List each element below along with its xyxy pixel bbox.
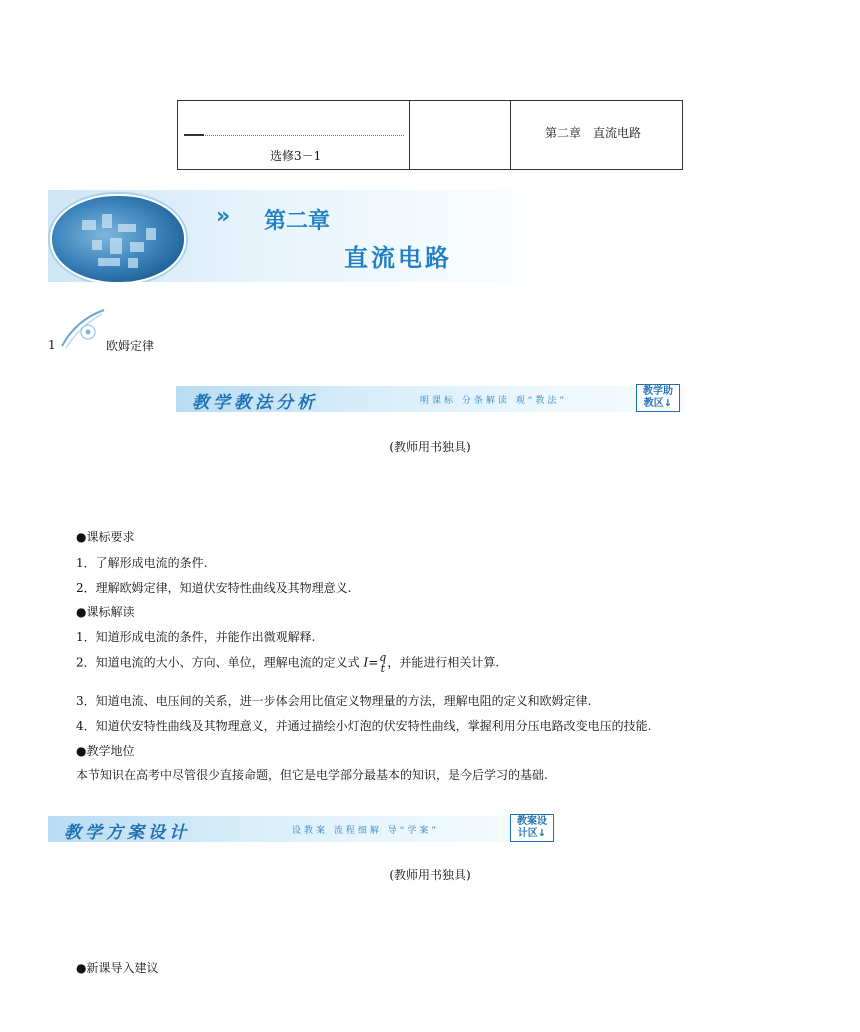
teaching-aid-line2: 教区↓	[643, 398, 673, 409]
header-rule-mark	[184, 134, 204, 136]
section-title: 欧姆定律	[106, 339, 155, 353]
teaching-aid-line1: 教学助	[643, 386, 673, 397]
header-rule	[184, 135, 404, 136]
double-chevron-icon: »	[216, 204, 225, 229]
teaching-analysis-title: 教学教法分析	[192, 393, 318, 413]
circuit-board-image	[50, 194, 186, 282]
interpretation-3: 3．知道电流、电压间的关系，进一步体会用比值定义物理量的方法，理解电阻的定义和欧姆定律.	[76, 694, 592, 708]
lesson-plan-subtitle: 设教案 流程细解 导“学案”	[292, 826, 440, 836]
header-right-label: 第二章 直流电路	[545, 126, 642, 140]
equals-sign: =	[368, 655, 379, 670]
section-swoosh-icon	[58, 308, 108, 350]
interpretation-2-text: 2．知道电流的大小、方向、单位，理解电流的定义式	[76, 655, 364, 670]
header-middle-cell	[410, 101, 511, 169]
teaching-analysis-bar	[176, 386, 684, 412]
lesson-plan-line2: 计区↓	[517, 828, 547, 839]
heading-curriculum-interpretation: ●课标解读	[76, 605, 135, 619]
section-number: 1	[48, 338, 56, 352]
lesson-plan-title: 教学方案设计	[64, 823, 190, 843]
requirement-2: 2．理解欧姆定律，知道伏安特性曲线及其物理意义.	[76, 581, 352, 595]
header-left-label: 选修3－1	[270, 149, 322, 163]
fraction-denominator: t	[380, 662, 385, 675]
interpretation-2-suffix: ，并能进行相关计算.	[387, 655, 500, 670]
interpretation-1: 1．知道形成电流的条件，并能作出微观解释.	[76, 630, 316, 644]
teaching-aid-button[interactable]	[636, 384, 680, 412]
teacher-only-note-2: (教师用书独具)	[389, 868, 471, 882]
current-symbol: I	[363, 655, 369, 670]
charge-over-time-fraction	[379, 652, 386, 674]
header-table	[177, 100, 683, 170]
heading-teaching-position: ●教学地位	[76, 744, 135, 758]
lesson-plan-button[interactable]	[510, 814, 554, 842]
lesson-plan-bar	[48, 816, 556, 842]
heading-new-lesson-intro: ●新课导入建议	[76, 961, 159, 975]
header-left-cell	[178, 101, 410, 169]
fraction-numerator: q	[379, 651, 387, 664]
chapter-number: 第二章	[264, 209, 331, 234]
lesson-plan-line1: 教案设	[517, 816, 547, 827]
teaching-analysis-subtitle: 明课标 分条解读 观“教法”	[420, 396, 568, 406]
chapter-banner	[48, 190, 560, 282]
interpretation-2	[76, 652, 499, 674]
teaching-position-text: 本节知识在高考中尽管很少直接命题，但它是电学部分最基本的知识，是今后学习的基础.	[76, 768, 548, 782]
heading-curriculum-requirements: ●课标要求	[76, 530, 135, 544]
requirement-1: 1．了解形成电流的条件.	[76, 556, 208, 570]
interpretation-4: 4．知道伏安特性曲线及其物理意义，并通过描绘小灯泡的伏安特性曲线，掌握利用分压电路改变电压的技能.	[76, 719, 652, 733]
chapter-title: 直流电路	[344, 244, 452, 272]
teacher-only-note: (教师用书独具)	[389, 440, 471, 454]
